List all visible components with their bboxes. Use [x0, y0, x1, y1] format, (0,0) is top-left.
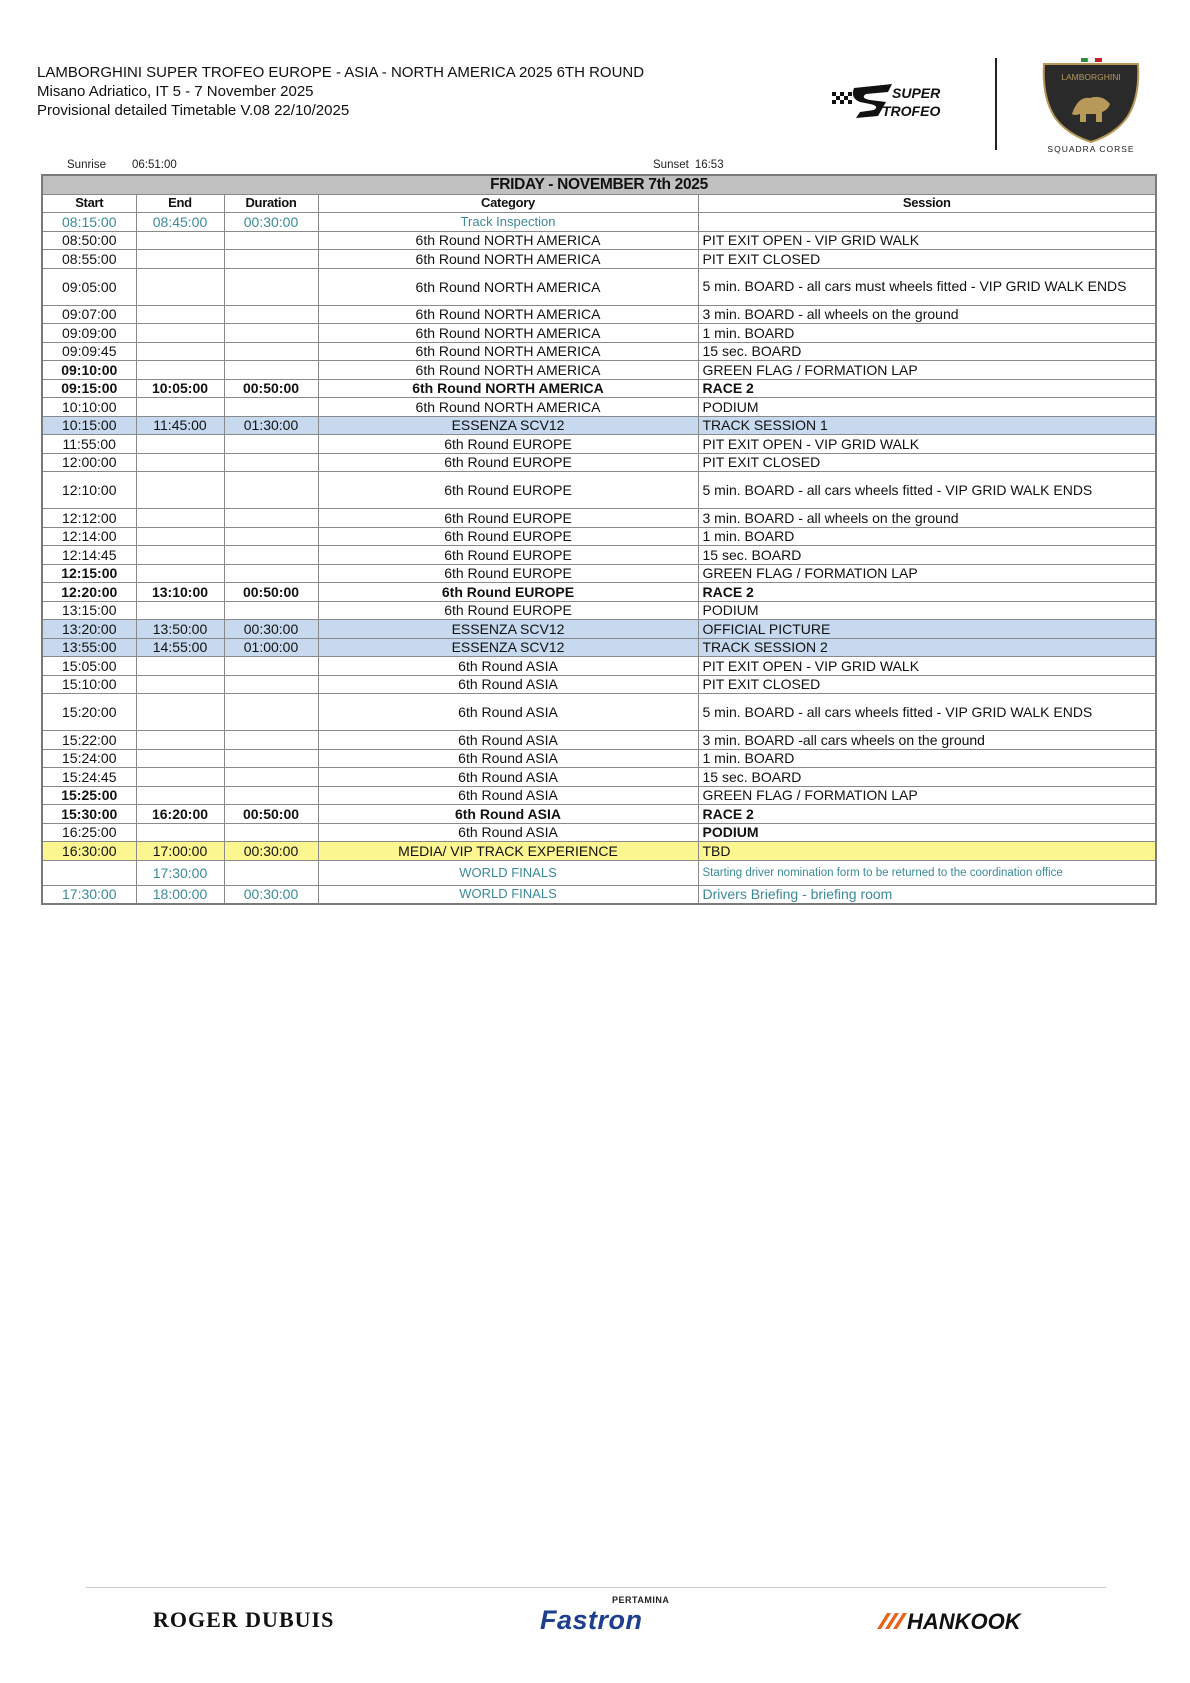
cell-category: 6th Round NORTH AMERICA — [318, 231, 698, 250]
cell-session: GREEN FLAG / FORMATION LAP — [698, 564, 1156, 583]
timetable-body — [42, 213, 1156, 905]
cell-end — [136, 453, 224, 472]
cell-category: 6th Round EUROPE — [318, 546, 698, 565]
cell-duration: 00:30:00 — [224, 620, 318, 639]
cell-session: 1 min. BOARD — [698, 749, 1156, 768]
cell-session: 15 sec. BOARD — [698, 342, 1156, 361]
cell-category: 6th Round EUROPE — [318, 435, 698, 454]
cell-session: 3 min. BOARD - all wheels on the ground — [698, 509, 1156, 528]
cell-end — [136, 749, 224, 768]
cell-duration — [224, 731, 318, 750]
cell-duration — [224, 657, 318, 676]
table-row — [42, 620, 1156, 639]
table-row — [42, 860, 1156, 885]
cell-end: 17:00:00 — [136, 842, 224, 861]
cell-end — [136, 786, 224, 805]
table-row — [42, 805, 1156, 824]
cell-start: 12:20:00 — [42, 583, 136, 602]
cell-end — [136, 527, 224, 546]
cell-start: 15:24:00 — [42, 749, 136, 768]
cell-session: Drivers Briefing - briefing room — [698, 885, 1156, 904]
table-row — [42, 694, 1156, 731]
cell-session: 5 min. BOARD - all cars must wheels fitted - VIP GRID WALK ENDS — [698, 268, 1156, 305]
cell-start: 12:10:00 — [42, 472, 136, 509]
cell-category: 6th Round NORTH AMERICA — [318, 324, 698, 343]
cell-session: PODIUM — [698, 601, 1156, 620]
hankook-text: Hankook — [907, 1609, 1021, 1634]
cell-duration — [224, 509, 318, 528]
cell-category: 6th Round ASIA — [318, 786, 698, 805]
cell-session: Starting driver nomination form to be returned to the coordination office — [698, 860, 1156, 885]
cell-end — [136, 731, 224, 750]
table-row — [42, 268, 1156, 305]
cell-duration — [224, 601, 318, 620]
cell-end: 08:45:00 — [136, 213, 224, 232]
cell-duration: 00:50:00 — [224, 805, 318, 824]
table-row — [42, 601, 1156, 620]
table-row — [42, 823, 1156, 842]
cell-category: 6th Round ASIA — [318, 805, 698, 824]
cell-start: 13:55:00 — [42, 638, 136, 657]
cell-start: 15:25:00 — [42, 786, 136, 805]
cell-end: 14:55:00 — [136, 638, 224, 657]
cell-end — [136, 601, 224, 620]
cell-end — [136, 657, 224, 676]
cell-end — [136, 472, 224, 509]
cell-category: 6th Round ASIA — [318, 657, 698, 676]
cell-duration — [224, 546, 318, 565]
table-row — [42, 885, 1156, 904]
cell-end — [136, 324, 224, 343]
cell-category: 6th Round ASIA — [318, 675, 698, 694]
table-row — [42, 749, 1156, 768]
cell-category: WORLD FINALS — [318, 860, 698, 885]
table-row — [42, 527, 1156, 546]
cell-start: 15:30:00 — [42, 805, 136, 824]
cell-category: 6th Round NORTH AMERICA — [318, 342, 698, 361]
table-row — [42, 213, 1156, 232]
italian-flag-icon — [1081, 58, 1102, 62]
cell-duration — [224, 231, 318, 250]
cell-start: 09:07:00 — [42, 305, 136, 324]
hankook-logo — [873, 1605, 1043, 1635]
cell-session: PIT EXIT CLOSED — [698, 250, 1156, 269]
cell-end: 13:50:00 — [136, 620, 224, 639]
cell-start: 09:15:00 — [42, 379, 136, 398]
cell-duration — [224, 694, 318, 731]
table-row — [42, 546, 1156, 565]
cell-session: TBD — [698, 842, 1156, 861]
table-row — [42, 250, 1156, 269]
cell-duration: 00:30:00 — [224, 213, 318, 232]
cell-end: 17:30:00 — [136, 860, 224, 885]
table-row — [42, 657, 1156, 676]
sunset-label: Sunset — [653, 159, 689, 171]
cell-end — [136, 361, 224, 380]
cell-end: 11:45:00 — [136, 416, 224, 435]
cell-start: 12:15:00 — [42, 564, 136, 583]
table-row — [42, 453, 1156, 472]
day-title: FRIDAY - NOVEMBER 7th 2025 — [42, 175, 1156, 194]
cell-category: 6th Round EUROPE — [318, 583, 698, 602]
cell-category: 6th Round EUROPE — [318, 601, 698, 620]
table-row — [42, 842, 1156, 861]
cell-duration — [224, 324, 318, 343]
cell-start: 16:30:00 — [42, 842, 136, 861]
cell-category: 6th Round EUROPE — [318, 453, 698, 472]
cell-duration: 00:30:00 — [224, 842, 318, 861]
cell-end — [136, 823, 224, 842]
squadra-corse-text: SQUADRA CORSE — [1047, 144, 1135, 154]
cell-start: 08:50:00 — [42, 231, 136, 250]
cell-start: 12:12:00 — [42, 509, 136, 528]
cell-category: 6th Round EUROPE — [318, 564, 698, 583]
column-header-end: End — [136, 194, 224, 213]
cell-start: 09:10:00 — [42, 361, 136, 380]
cell-category: 6th Round NORTH AMERICA — [318, 361, 698, 380]
cell-duration — [224, 527, 318, 546]
cell-session: PIT EXIT OPEN - VIP GRID WALK — [698, 435, 1156, 454]
column-header-session: Session — [698, 194, 1156, 213]
cell-start: 12:14:00 — [42, 527, 136, 546]
cell-start: 08:15:00 — [42, 213, 136, 232]
checkered-flag-icon — [832, 92, 852, 104]
hankook-flame-icon — [877, 1613, 907, 1629]
cell-duration — [224, 342, 318, 361]
cell-duration — [224, 768, 318, 787]
cell-category: 6th Round ASIA — [318, 694, 698, 731]
cell-duration: 00:50:00 — [224, 583, 318, 602]
cell-session: RACE 2 — [698, 805, 1156, 824]
cell-end — [136, 250, 224, 269]
cell-session: PIT EXIT OPEN - VIP GRID WALK — [698, 657, 1156, 676]
cell-session: OFFICIAL PICTURE — [698, 620, 1156, 639]
cell-duration — [224, 860, 318, 885]
table-row — [42, 398, 1156, 417]
cell-start: 13:15:00 — [42, 601, 136, 620]
timetable — [41, 174, 1157, 905]
cell-start: 15:24:45 — [42, 768, 136, 787]
cell-duration — [224, 250, 318, 269]
cell-end — [136, 768, 224, 787]
cell-category: ESSENZA SCV12 — [318, 638, 698, 657]
cell-end — [136, 546, 224, 565]
cell-start: 17:30:00 — [42, 885, 136, 904]
sunset-info — [653, 159, 750, 171]
cell-duration — [224, 305, 318, 324]
cell-session: 3 min. BOARD - all wheels on the ground — [698, 305, 1156, 324]
sunrise-label: Sunrise — [67, 159, 106, 171]
cell-session: PIT EXIT CLOSED — [698, 675, 1156, 694]
cell-end — [136, 305, 224, 324]
cell-duration — [224, 268, 318, 305]
cell-category: ESSENZA SCV12 — [318, 620, 698, 639]
cell-duration: 00:30:00 — [224, 885, 318, 904]
table-row — [42, 435, 1156, 454]
cell-session: 1 min. BOARD — [698, 324, 1156, 343]
cell-end — [136, 509, 224, 528]
cell-session: 5 min. BOARD - all cars wheels fitted - VIP GRID WALK ENDS — [698, 472, 1156, 509]
cell-start: 12:00:00 — [42, 453, 136, 472]
logo-text-trofeo: TROFEO — [882, 103, 941, 119]
cell-start: 15:20:00 — [42, 694, 136, 731]
cell-end: 13:10:00 — [136, 583, 224, 602]
cell-category: Track Inspection — [318, 213, 698, 232]
table-row — [42, 786, 1156, 805]
table-row — [42, 509, 1156, 528]
cell-category: 6th Round NORTH AMERICA — [318, 398, 698, 417]
pertamina-text: PERTAMINA — [612, 1595, 670, 1605]
sunrise-info — [67, 159, 203, 171]
cell-end: 18:00:00 — [136, 885, 224, 904]
cell-start: 11:55:00 — [42, 435, 136, 454]
super-trofeo-logo — [830, 80, 965, 128]
cell-session: TRACK SESSION 1 — [698, 416, 1156, 435]
cell-session: TRACK SESSION 2 — [698, 638, 1156, 657]
cell-duration — [224, 564, 318, 583]
document-header — [37, 63, 644, 120]
cell-end: 16:20:00 — [136, 805, 224, 824]
cell-duration — [224, 472, 318, 509]
timetable-version: Provisional detailed Timetable V.08 22/10/2025 — [37, 102, 350, 119]
cell-session: 1 min. BOARD — [698, 527, 1156, 546]
cell-category: 6th Round EUROPE — [318, 509, 698, 528]
table-row — [42, 768, 1156, 787]
table-row — [42, 731, 1156, 750]
table-row — [42, 472, 1156, 509]
cell-duration: 01:00:00 — [224, 638, 318, 657]
event-title: LAMBORGHINI SUPER TROFEO EUROPE - ASIA - NORTH AMERICA 2025 6TH ROUND — [37, 64, 645, 81]
cell-duration: 01:30:00 — [224, 416, 318, 435]
cell-session: GREEN FLAG / FORMATION LAP — [698, 786, 1156, 805]
cell-category: 6th Round EUROPE — [318, 472, 698, 509]
cell-category: 6th Round ASIA — [318, 823, 698, 842]
cell-duration — [224, 675, 318, 694]
column-header-duration: Duration — [224, 194, 318, 213]
cell-start: 15:10:00 — [42, 675, 136, 694]
cell-category: MEDIA/ VIP TRACK EXPERIENCE — [318, 842, 698, 861]
cell-end — [136, 564, 224, 583]
cell-duration: 00:50:00 — [224, 379, 318, 398]
cell-end — [136, 231, 224, 250]
lamborghini-squadra-corse-logo — [1028, 56, 1154, 154]
cell-end — [136, 398, 224, 417]
cell-start: 09:09:00 — [42, 324, 136, 343]
cell-end — [136, 694, 224, 731]
cell-end — [136, 435, 224, 454]
cell-duration — [224, 749, 318, 768]
table-row — [42, 361, 1156, 380]
table-row — [42, 324, 1156, 343]
cell-end — [136, 675, 224, 694]
cell-session: RACE 2 — [698, 379, 1156, 398]
cell-duration — [224, 398, 318, 417]
cell-start: 16:25:00 — [42, 823, 136, 842]
cell-start: 09:09:45 — [42, 342, 136, 361]
cell-session: 3 min. BOARD -all cars wheels on the ground — [698, 731, 1156, 750]
cell-end — [136, 342, 224, 361]
table-row — [42, 379, 1156, 398]
cell-duration — [224, 786, 318, 805]
cell-start: 13:20:00 — [42, 620, 136, 639]
table-row — [42, 305, 1156, 324]
cell-category: 6th Round NORTH AMERICA — [318, 379, 698, 398]
cell-end — [136, 268, 224, 305]
cell-session: 15 sec. BOARD — [698, 768, 1156, 787]
cell-session — [698, 213, 1156, 232]
table-row — [42, 638, 1156, 657]
cell-category: 6th Round NORTH AMERICA — [318, 305, 698, 324]
cell-session: PIT EXIT CLOSED — [698, 453, 1156, 472]
cell-duration — [224, 361, 318, 380]
table-row — [42, 342, 1156, 361]
event-location-dates: Misano Adriatico, IT 5 - 7 November 2025 — [37, 83, 314, 100]
logo-divider — [995, 58, 997, 150]
cell-end: 10:05:00 — [136, 379, 224, 398]
cell-duration — [224, 453, 318, 472]
cell-session: 15 sec. BOARD — [698, 546, 1156, 565]
cell-start: 08:55:00 — [42, 250, 136, 269]
cell-session: GREEN FLAG / FORMATION LAP — [698, 361, 1156, 380]
cell-category: 6th Round ASIA — [318, 749, 698, 768]
column-header-category: Category — [318, 194, 698, 213]
cell-session: PODIUM — [698, 398, 1156, 417]
cell-category: 6th Round ASIA — [318, 768, 698, 787]
table-row — [42, 583, 1156, 602]
cell-category: WORLD FINALS — [318, 885, 698, 904]
cell-start: 10:15:00 — [42, 416, 136, 435]
cell-start: 15:22:00 — [42, 731, 136, 750]
cell-start: 12:14:45 — [42, 546, 136, 565]
table-row — [42, 675, 1156, 694]
cell-duration — [224, 823, 318, 842]
cell-category: ESSENZA SCV12 — [318, 416, 698, 435]
column-header-start: Start — [42, 194, 136, 213]
cell-category: 6th Round NORTH AMERICA — [318, 268, 698, 305]
logo-text-super: SUPER — [892, 85, 941, 101]
table-row — [42, 231, 1156, 250]
cell-category: 6th Round NORTH AMERICA — [318, 250, 698, 269]
fastron-text: Fastron — [540, 1605, 643, 1635]
cell-start — [42, 860, 136, 885]
cell-category: 6th Round EUROPE — [318, 527, 698, 546]
table-row — [42, 416, 1156, 435]
cell-session: PODIUM — [698, 823, 1156, 842]
cell-start: 15:05:00 — [42, 657, 136, 676]
table-row — [42, 564, 1156, 583]
cell-category: 6th Round ASIA — [318, 731, 698, 750]
roger-dubuis-logo: ROGER DUBUIS — [153, 1607, 335, 1632]
cell-session: PIT EXIT OPEN - VIP GRID WALK — [698, 231, 1156, 250]
sunset-time: 16:53 — [694, 159, 724, 171]
cell-start: 10:10:00 — [42, 398, 136, 417]
cell-duration — [224, 435, 318, 454]
cell-start: 09:05:00 — [42, 268, 136, 305]
fastron-logo — [540, 1595, 685, 1635]
footer-divider — [86, 1587, 1106, 1588]
shield-text: LAMBORGHINI — [1061, 72, 1121, 82]
sunrise-time: 06:51:00 — [132, 159, 177, 171]
cell-session: 5 min. BOARD - all cars wheels fitted - VIP GRID WALK ENDS — [698, 694, 1156, 731]
cell-session: RACE 2 — [698, 583, 1156, 602]
